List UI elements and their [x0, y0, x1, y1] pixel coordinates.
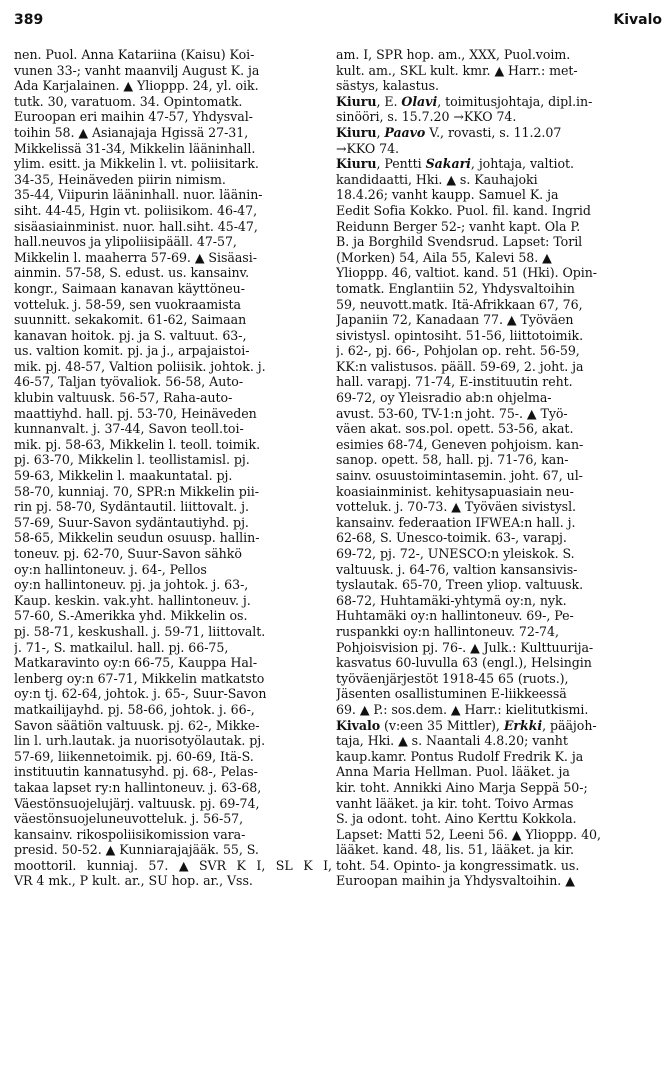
text-line: us. valtion komit. pj. ja j., arpajaistoi- — [14, 343, 250, 359]
text-line: mik. pj. 58-63, Mikkelin l. teoll. toimik. — [14, 436, 261, 452]
text-line: pj. 58-71, keskushall. j. 59-71, liittovalt. — [14, 623, 266, 639]
text-line: 57-69, Suur-Savon sydäntautiyhd. pj. — [14, 514, 249, 530]
text-line: lääket. kand. 48, lis. 51, lääket. ja kir. — [336, 842, 574, 858]
text-line: tyslautak. 65-70, Treen yliop. valtuusk. — [336, 577, 584, 593]
text-line: Pohjoisvision pj. 76-. ▲ Julk.: Kulttuurija- — [336, 639, 594, 655]
text-line: Matkaravinto oy:n 66-75, Kauppa Hal- — [14, 655, 258, 671]
text-line: 69. ▲ P.: sos.dem. ▲ Harr.: kielitutkismi. — [336, 701, 589, 717]
text-line: ainmin. 57-58, S. edust. us. kansainv. — [14, 265, 250, 281]
text-line: Mikkelissä 31-34, Mikkelin lääninhall. — [14, 140, 256, 156]
text-line: esimies 68-74, Geneven pohjoism. kan- — [336, 436, 584, 452]
text-line: votteluk. j. 58-59, sen vuokraamista — [14, 296, 241, 312]
text-line: koasiainminist. kehitysapuasiain neu- — [336, 483, 574, 499]
page-header — [14, 12, 662, 36]
text-line: Japaniin 72, Kanadaan 77. ▲ Työväen — [336, 312, 574, 328]
text-line: j. 71-, S. matkailul. hall. pj. 66-75, — [14, 639, 229, 655]
text-line: Jäsenten osallistuminen E-liikkeessä — [336, 686, 567, 702]
text-line: sanop. opett. 58, hall. pj. 71-76, kan- — [336, 452, 569, 468]
text-line: KK:n valistusos. pääll. 59-69, 2. joht. ja — [336, 358, 584, 374]
text-line: Kaup. keskin. vak.yht. hallintoneuv. j. — [14, 592, 251, 608]
text-line: 69-72, oy Yleisradio ab:n ohjelma- — [336, 390, 552, 406]
text-line: toihin 58. ▲ Asianajaja Hgissä 27-31, — [14, 124, 249, 140]
text-line: siht. 44-45, Hgin vt. poliisikom. 46-47, — [14, 202, 258, 218]
entry-given-name: Erkki — [503, 717, 543, 733]
entry-text — [14, 47, 332, 889]
text-line: klubin valtuusk. 56-57, Raha-auto- — [14, 390, 233, 406]
text-line: 34-35, Heinäveden piirin nimism. — [14, 171, 226, 187]
text-line: lenberg oy:n 67-71, Mikkelin matkatsto — [14, 670, 265, 686]
text-line: B. ja Borghild Svendsrud. Lapset: Toril — [336, 234, 583, 250]
text-line: kongr., Saimaan kanavan käyttöneu- — [14, 280, 245, 296]
entry-given-name: Olavi — [401, 93, 438, 109]
text-line: väen akat. sos.pol. opett. 53-56, akat. — [336, 421, 574, 437]
text-line: vanht lääket. ja kir. toht. Toivo Armas — [336, 795, 574, 811]
text-line: tomatk. Englantiin 52, Yhdysvaltoihin — [336, 280, 575, 296]
text-line: 68-72, Huhtamäki-yhtymä oy:n, nyk. — [336, 592, 567, 608]
text-line: Ylioppp. 46, valtiot. kand. 51 (Hki). Opin- — [336, 265, 598, 281]
text-line: kandidaatti, Hki. ▲ s. Kauhajoki — [336, 171, 538, 187]
text-line: (Morken) 54, Aila 55, Kalevi 58. ▲ — [336, 249, 552, 265]
text-line: 59-63, Mikkelin l. maakuntatal. pj. — [14, 468, 233, 484]
text-line: väestönsuojeluneuvotteluk. j. 56-57, — [14, 811, 244, 827]
text-line: Kiuru, Paavo V., rovasti, s. 11.2.07 — [336, 124, 562, 140]
text-line: Väestönsuojelujärj. valtuusk. pj. 69-74, — [14, 795, 260, 811]
entry-surname: Kiuru — [336, 156, 377, 172]
text-line: suunnitt. sekakomit. 61-62, Saimaan — [14, 312, 247, 328]
text-line: takaa lapset ry:n hallintoneuv. j. 63-68, — [14, 779, 262, 795]
text-line: →KKO 74. — [336, 140, 399, 156]
text-line: j. 62-, pj. 66-, Pohjolan op. reht. 56-59, — [336, 343, 580, 359]
text-line: Ada Karjalainen. ▲ Ylioppp. 24, yl. oik. — [14, 78, 259, 94]
text-line: am. I, SPR hop. am., XXX, Puol.voim. — [336, 47, 571, 62]
text-line: kansainv. rikospoliisikomission vara- — [14, 826, 246, 842]
text-line: kult. am., SKL kult. kmr. ▲ Harr.: met- — [336, 62, 578, 78]
text-line: Huhtamäki oy:n hallintoneuv. 69-, Pe- — [336, 608, 574, 624]
text-line: 57-60, S.-Amerikka yhd. Mikkelin os. — [14, 608, 248, 624]
text-line: 58-65, Mikkelin seudun osuusp. hallin- — [14, 530, 260, 546]
text-line: presid. 50-52. ▲ Kunniarajajääk. 55, S. — [14, 842, 259, 858]
text-line: sästys, kalastus. — [336, 78, 440, 94]
text-line: kaup.kamr. Pontus Rudolf Fredrik K. ja — [336, 748, 584, 764]
text-line: hall.neuvos ja ylipoliisipääll. 47-57, — [14, 234, 237, 250]
entry-surname: Kivalo — [336, 717, 381, 733]
text-line: Euroopan eri maihin 47-57, Yhdysval- — [14, 109, 253, 125]
text-line: lin l. urh.lautak. ja nuorisotyölautak. pj. — [14, 733, 266, 749]
left-column — [14, 47, 332, 1057]
text-line: Kiuru, E. Olavi, toimitusjohtaja, dipl.in- — [336, 93, 593, 109]
text-line: oy:n hallintoneuv. pj. ja johtok. j. 63-, — [14, 577, 249, 593]
right-column — [336, 47, 658, 1057]
text-line: Mikkelin l. maaherra 57-69. ▲ Sisäasi- — [14, 249, 257, 265]
text-line: kansainv. federaation IFWEA:n hall. j. — [336, 514, 576, 530]
text-line: hall. varapj. 71-74, E-instituutin reht. — [336, 374, 573, 390]
text-line: Eedit Sofia Kokko. Puol. fil. kand. Ingrid — [336, 202, 591, 218]
page-number: 389 — [14, 12, 44, 28]
text-line: Anna Maria Hellman. Puol. lääket. ja — [336, 764, 570, 780]
text-line: instituutin kannatusyhd. pj. 68-, Pelas- — [14, 764, 258, 780]
text-line: toneuv. pj. 62-70, Suur-Savon sähkö — [14, 546, 242, 561]
text-line: tutk. 30, varatuom. 34. Opintomatk. — [14, 93, 243, 109]
text-line: kasvatus 60-luvulla 63 (engl.), Helsingin — [336, 655, 592, 671]
text-line: toht. 54. Opinto- ja kongressimatk. us. — [336, 857, 580, 873]
text-line: kunnanvalt. j. 37-44, Savon teoll.toi- — [14, 421, 244, 437]
entry-surname: Kiuru — [336, 93, 377, 109]
text-line: oy:n hallintoneuv. j. 64-, Pellos — [14, 561, 207, 577]
text-line: moottoril. kunniaj. 57. ▲ SVR K I, SL K I, — [14, 857, 332, 873]
entry-given-name: Paavo — [384, 124, 426, 140]
text-line: 35-44, Viipurin lääninhall. nuor. läänin- — [14, 187, 263, 203]
entry-given-name: Sakari — [425, 156, 471, 172]
text-line: nen. Puol. Anna Katariina (Kaisu) Koi- — [14, 47, 255, 62]
text-line: Euroopan maihin ja Yhdysvaltoihin. ▲ — [336, 873, 575, 889]
text-line: S. ja odont. toht. Aino Kerttu Kokkola. — [336, 811, 577, 827]
text-line: 18.4.26; vanht kaupp. Samuel K. ja — [336, 187, 559, 203]
text-line: valtuusk. j. 64-76, valtion kansansivis- — [336, 561, 578, 577]
text-line: vunen 33-; vanht maanvilj August K. ja — [14, 62, 260, 78]
text-line: sainv. osuustoimintasemin. joht. 67, ul- — [336, 468, 583, 484]
text-line: Kivalo (v:een 35 Mittler), Erkki, pääjoh- — [336, 717, 597, 733]
text-line: kir. toht. Annikki Aino Marja Seppä 50-; — [336, 779, 588, 795]
text-line: 59, neuvott.matk. Itä-Afrikkaan 67, 76, — [336, 296, 583, 312]
text-line: mik. pj. 48-57, Valtion poliisik. johtok. j. — [14, 358, 266, 374]
text-line: sisäasiainminist. nuor. hall.siht. 45-47, — [14, 218, 258, 234]
text-line: VR 4 mk., P kult. ar., SU hop. ar., Vss. — [14, 873, 253, 889]
text-line: ylim. esitt. ja Mikkelin l. vt. poliisitark. — [14, 156, 259, 172]
text-line: 57-69, liikennetoimik. pj. 60-69, Itä-S. — [14, 748, 254, 764]
text-line: Reidunn Berger 52-; vanht kapt. Ola P. — [336, 218, 581, 234]
text-line: työväenjärjestöt 1918-45 65 (ruots.), — [336, 670, 569, 686]
text-line: taja, Hki. ▲ s. Naantali 4.8.20; vanht — [336, 733, 568, 749]
text-line: votteluk. j. 70-73. ▲ Työväen sivistysl. — [336, 499, 577, 515]
text-line: 46-57, Taljan työvaliok. 56-58, Auto- — [14, 374, 244, 390]
text-line: ruspankki oy:n hallintoneuv. 72-74, — [336, 623, 559, 639]
text-line: 62-68, S. Unesco-toimik. 63-, varapj. — [336, 530, 567, 546]
text-line: 69-72, pj. 72-, UNESCO:n yleiskok. S. — [336, 546, 575, 561]
text-line: Savon säätiön valtuusk. pj. 62-, Mikke- — [14, 717, 260, 733]
text-line: maattiyhd. hall. pj. 53-70, Heinäveden — [14, 405, 257, 421]
text-line: sinööri, s. 15.7.20 →KKO 74. — [336, 109, 517, 125]
entry-surname: Kiuru — [336, 124, 377, 140]
text-line: 58-70, kunniaj. 70, SPR:n Mikkelin pii- — [14, 483, 259, 499]
text-line: oy:n tj. 62-64, johtok. j. 65-, Suur-Savon — [14, 686, 267, 702]
text-line: pj. 63-70, Mikkelin l. teollistamisl. pj. — [14, 452, 250, 468]
text-line: matkailijayhd. pj. 58-66, johtok. j. 66-, — [14, 701, 255, 717]
text-line: sivistysl. opintosiht. 51-56, liittotoimik. — [336, 327, 584, 343]
text-line: rin pj. 58-70, Sydäntautil. liittovalt. j. — [14, 499, 249, 515]
text-line: kanavan hoitok. pj. ja S. valtuut. 63-, — [14, 327, 247, 343]
text-line: Kiuru, Pentti Sakari, johtaja, valtiot. — [336, 156, 574, 172]
text-line: Lapset: Matti 52, Leeni 56. ▲ Ylioppp. 40, — [336, 826, 601, 842]
entry-text — [336, 47, 658, 889]
running-head: Kivalo — [613, 12, 662, 28]
text-line: avust. 53-60, TV-1:n joht. 75-. ▲ Työ- — [336, 405, 568, 421]
